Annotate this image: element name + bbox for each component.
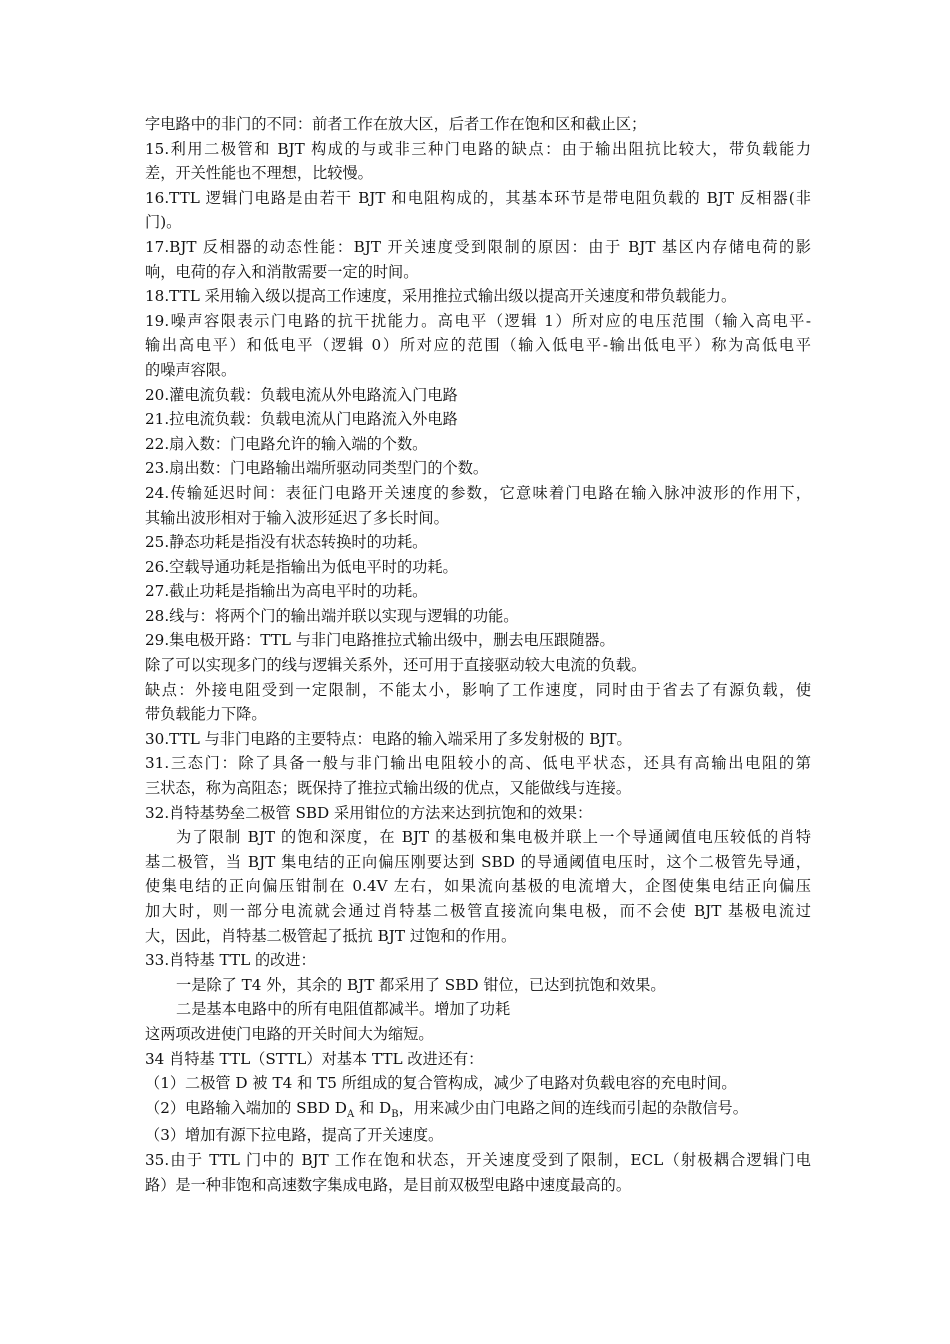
sbd-suffix: ，用来减少由门电路之间的连线而引起的杂散信号。 xyxy=(398,1098,748,1117)
text-line: 响，电荷的存入和消散需要一定的时间。 xyxy=(145,262,419,281)
text-line: 带负载能力下降。 xyxy=(145,705,267,724)
text-line: 输出高电平）和低电平（逻辑 0）所对应的范围（输入低电平-输出低电平）称为高低电平 xyxy=(145,336,811,355)
text-line: 29.集电极开路：TTL 与非门电路推拉式输出级中，删去电压跟随器。 xyxy=(145,631,615,650)
sbd-prefix: （2）电路输入端加的 SBD D xyxy=(145,1098,347,1117)
text-line: 其输出波形相对于输入波形延迟了多长时间。 xyxy=(145,508,449,527)
text-line: 26.空载导通功耗是指输出为低电平时的功耗。 xyxy=(145,557,458,576)
text-line: 大，因此，肖特基二极管起了抵抗 BJT 过饱和的作用。 xyxy=(145,926,517,945)
text-line: 除了可以实现多门的线与逻辑关系外，还可用于直接驱动较大电流的负载。 xyxy=(145,656,647,675)
text-line: 31.三态门：除了具备一般与非门输出电阻较小的高、低电平状态，还具有高输出电阻的第 xyxy=(145,754,811,773)
text-line: 21.拉电流负载：负载电流从门电路流入外电路 xyxy=(145,410,458,429)
text-line: 33.肖特基 TTL 的改进： xyxy=(145,951,316,970)
text-line: 加大时，则一部分电流就会通过肖特基二极管直接流向集电极，而不会使 BJT 基极电流过 xyxy=(145,902,811,920)
text-line: （3）增加有源下拉电路，提高了开关速度。 xyxy=(145,1126,444,1145)
text-line: 使集电结的正向偏压钳制在 0.4V 左右，如果流向基极的电流增大，企图使集电结正向偏压 xyxy=(145,877,811,896)
text-line: 一是除了 T4 外，其余的 BJT 都采用了 SBD 钳位，已达到抗饱和效果。 xyxy=(176,975,666,994)
text-line: 23.扇出数：门电路输出端所驱动同类型门的个数。 xyxy=(145,459,489,478)
text-line: 字电路中的非门的不同：前者工作在放大区，后者工作在饱和区和截止区； xyxy=(145,115,647,133)
subscript-b: B xyxy=(391,1108,399,1120)
paragraph-block xyxy=(145,112,811,1096)
text-line: 基二极管，当 BJT 集电结的正向偏压刚要达到 SBD 的导通阈值电压时，这个二极管先导通， xyxy=(145,852,811,871)
text-line: 32.肖特基势垒二极管 SBD 采用钳位的方法来达到抗饱和的效果： xyxy=(145,803,593,822)
text-line: 17.BJT 反相器的动态性能：BJT 开关速度受到限制的原因：由于 BJT 基区内存储电荷的影 xyxy=(145,237,811,256)
text-line: 这两项改进使门电路的开关时间大为缩短。 xyxy=(145,1024,434,1043)
text-line: 18.TTL 采用输入级以提高工作速度，采用推拉式输出级以提高开关速度和带负载能力。 xyxy=(145,287,737,306)
text-line: 路）是一种非饱和高速数字集成电路，是目前双极型电路中速度最高的。 xyxy=(145,1175,631,1194)
document-body xyxy=(145,112,811,1197)
text-line: 30.TTL 与非门电路的主要特点：电路的输入端采用了多发射极的 BJT。 xyxy=(145,729,632,748)
text-line: 三状态，称为高阻态；既保持了推拉式输出级的优点，又能做线与连接。 xyxy=(145,779,631,798)
paragraph-block-tail xyxy=(145,1123,811,1197)
text-line: 19.噪声容限表示门电路的抗干扰能力。高电平（逻辑 1）所对应的电压范围（输入高电平- xyxy=(145,311,811,330)
sbd-middle: 和 D xyxy=(354,1098,392,1117)
text-line: 为了限制 BJT 的饱和深度，在 BJT 的基极和集电极并联上一个导通阈值电压较低的肖特 xyxy=(176,828,811,847)
text-line: 16.TTL 逻辑门电路是由若干 BJT 和电阻构成的，其基本环节是带电阻负载的 BJT 反相器(非 xyxy=(145,188,811,207)
text-line: 25.静态功耗是指没有状态转换时的功耗。 xyxy=(145,533,428,552)
text-line: 二是基本电路中的所有电阻值都减半。增加了功耗 xyxy=(176,1000,511,1019)
text-line: （1）二极管 D 被 T4 和 T5 所组成的复合管构成，减少了电路对负载电容的充电时间。 xyxy=(145,1074,737,1093)
text-line: 27.截止功耗是指输出为高电平时的功耗。 xyxy=(145,582,428,601)
text-line-sbd xyxy=(145,1096,811,1124)
text-line: 24.传输延迟时间：表征门电路开关速度的参数，它意味着门电路在输入脉冲波形的作用下， xyxy=(145,483,811,502)
text-line: 20.灌电流负载：负载电流从外电路流入门电路 xyxy=(145,385,458,404)
text-line: 22.扇入数：门电路允许的输入端的个数。 xyxy=(145,434,428,453)
text-line: 34 肖特基 TTL（STTL）对基本 TTL 改进还有： xyxy=(145,1049,484,1068)
text-line: 28.线与：将两个门的输出端并联以实现与逻辑的功能。 xyxy=(145,606,519,625)
text-line: 35.由于 TTL 门中的 BJT 工作在饱和状态，开关速度受到了限制，ECL（射极耦合逻辑门电 xyxy=(145,1150,811,1169)
text-line: 15.利用二极管和 BJT 构成的与或非三种门电路的缺点：由于输出阻抗比较大，带负载能力 xyxy=(145,139,811,158)
subscript-a: A xyxy=(346,1108,355,1120)
text-line: 差，开关性能也不理想，比较慢。 xyxy=(145,164,373,183)
text-line: 门)。 xyxy=(145,213,182,232)
text-line: 的噪声容限。 xyxy=(145,360,237,379)
text-line: 缺点：外接电阻受到一定限制，不能太小，影响了工作速度，同时由于省去了有源负载，使 xyxy=(145,680,811,699)
